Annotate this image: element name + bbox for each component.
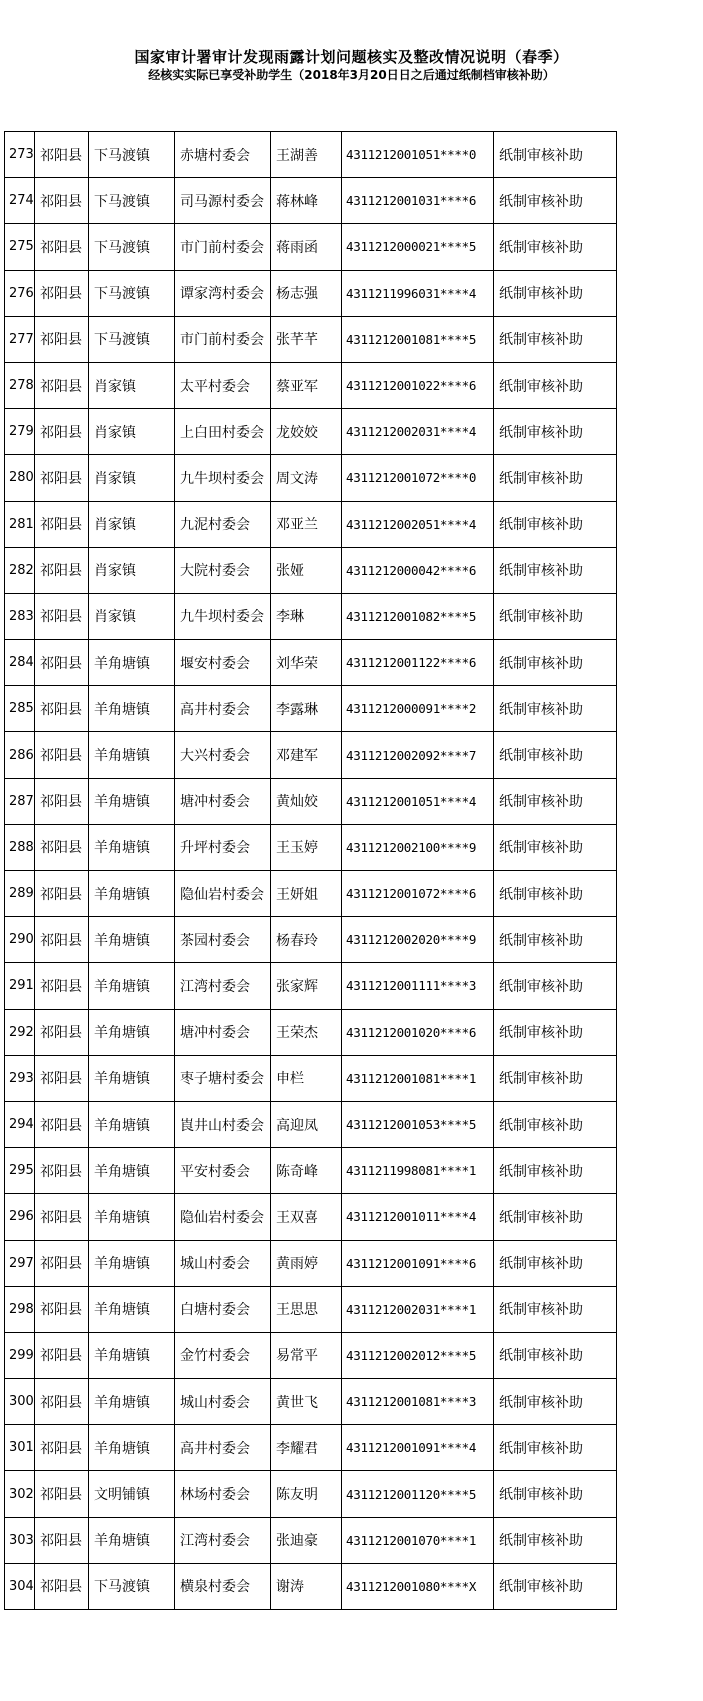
county-cell: 祁阳县 (35, 1332, 89, 1378)
village-cell: 九泥村委会 (175, 501, 271, 547)
id-number-cell: 4311212001081****3 (342, 1379, 494, 1425)
town-cell: 肖家镇 (89, 455, 175, 501)
county-cell: 祁阳县 (35, 455, 89, 501)
village-cell: 九牛坝村委会 (175, 593, 271, 639)
id-number-cell: 4311211998081****1 (342, 1148, 494, 1194)
county-cell: 祁阳县 (35, 547, 89, 593)
town-cell: 羊角塘镇 (89, 1101, 175, 1147)
document-title: 国家审计署审计发现雨露计划问题核实及整改情况说明（春季） (134, 48, 569, 66)
student-name-cell: 申栏 (271, 1055, 342, 1101)
student-name-cell: 高迎凤 (271, 1101, 342, 1147)
village-cell: 大兴村委会 (175, 732, 271, 778)
student-name-cell: 龙姣姣 (271, 409, 342, 455)
id-number-cell: 4311212001031****6 (342, 178, 494, 224)
town-cell: 羊角塘镇 (89, 963, 175, 1009)
row-number: 297 (5, 1240, 35, 1286)
student-name-cell: 陈友明 (271, 1471, 342, 1517)
town-cell: 羊角塘镇 (89, 1517, 175, 1563)
student-name-cell: 李露琳 (271, 686, 342, 732)
village-cell: 金竹村委会 (175, 1332, 271, 1378)
verification-status-cell: 纸制审核补助 (494, 178, 617, 224)
row-number: 275 (5, 224, 35, 270)
village-cell: 上白田村委会 (175, 409, 271, 455)
verification-status-cell: 纸制审核补助 (494, 1101, 617, 1147)
id-number-cell: 4311212001082****5 (342, 593, 494, 639)
verification-status-cell: 纸制审核补助 (494, 778, 617, 824)
county-cell: 祁阳县 (35, 871, 89, 917)
row-number: 292 (5, 1009, 35, 1055)
verification-status-cell: 纸制审核补助 (494, 1563, 617, 1609)
id-number-cell: 4311212001053****5 (342, 1101, 494, 1147)
town-cell: 肖家镇 (89, 501, 175, 547)
village-cell: 隐仙岩村委会 (175, 871, 271, 917)
verification-status-cell: 纸制审核补助 (494, 362, 617, 408)
row-number: 296 (5, 1194, 35, 1240)
verification-status-cell: 纸制审核补助 (494, 917, 617, 963)
verification-status-cell: 纸制审核补助 (494, 593, 617, 639)
table-row (5, 963, 617, 1009)
town-cell: 羊角塘镇 (89, 1332, 175, 1378)
row-number: 282 (5, 547, 35, 593)
table-row (5, 270, 617, 316)
student-name-cell: 蒋林峰 (271, 178, 342, 224)
town-cell: 肖家镇 (89, 362, 175, 408)
student-name-cell: 王双喜 (271, 1194, 342, 1240)
row-number: 290 (5, 917, 35, 963)
county-cell: 祁阳县 (35, 824, 89, 870)
row-number: 279 (5, 409, 35, 455)
student-name-cell: 杨春玲 (271, 917, 342, 963)
table-row (5, 224, 617, 270)
student-name-cell: 王玉婷 (271, 824, 342, 870)
verification-status-cell: 纸制审核补助 (494, 224, 617, 270)
table-row (5, 1148, 617, 1194)
id-number-cell: 4311212002031****4 (342, 409, 494, 455)
county-cell: 祁阳县 (35, 686, 89, 732)
town-cell: 羊角塘镇 (89, 871, 175, 917)
id-number-cell: 4311212002031****1 (342, 1286, 494, 1332)
row-number: 284 (5, 640, 35, 686)
row-number: 274 (5, 178, 35, 224)
id-number-cell: 4311212001080****X (342, 1563, 494, 1609)
id-number-cell: 4311212000021****5 (342, 224, 494, 270)
id-number-cell: 4311212001081****1 (342, 1055, 494, 1101)
id-number-cell: 4311212001111****3 (342, 963, 494, 1009)
document-header (0, 48, 703, 83)
village-cell: 平安村委会 (175, 1148, 271, 1194)
student-name-cell: 刘华荣 (271, 640, 342, 686)
verification-status-cell: 纸制审核补助 (494, 1517, 617, 1563)
verification-status-cell: 纸制审核补助 (494, 1332, 617, 1378)
id-number-cell: 4311212001072****6 (342, 871, 494, 917)
table-row (5, 1240, 617, 1286)
village-cell: 林场村委会 (175, 1471, 271, 1517)
village-cell: 隐仙岩村委会 (175, 1194, 271, 1240)
verification-status-cell: 纸制审核补助 (494, 501, 617, 547)
student-name-cell: 王妍姐 (271, 871, 342, 917)
row-number: 277 (5, 316, 35, 362)
town-cell: 文明铺镇 (89, 1471, 175, 1517)
county-cell: 祁阳县 (35, 1240, 89, 1286)
table-row (5, 1332, 617, 1378)
row-number: 293 (5, 1055, 35, 1101)
village-cell: 堰安村委会 (175, 640, 271, 686)
verification-status-cell: 纸制审核补助 (494, 1055, 617, 1101)
table-row (5, 1055, 617, 1101)
village-cell: 横泉村委会 (175, 1563, 271, 1609)
village-cell: 江湾村委会 (175, 963, 271, 1009)
village-cell: 白塘村委会 (175, 1286, 271, 1332)
town-cell: 下马渡镇 (89, 316, 175, 362)
student-name-cell: 黄灿姣 (271, 778, 342, 824)
village-cell: 茶园村委会 (175, 917, 271, 963)
table-row (5, 178, 617, 224)
table-row (5, 824, 617, 870)
id-number-cell: 4311212000042****6 (342, 547, 494, 593)
county-cell: 祁阳县 (35, 1379, 89, 1425)
row-number: 304 (5, 1563, 35, 1609)
town-cell: 肖家镇 (89, 593, 175, 639)
verification-status-cell: 纸制审核补助 (494, 409, 617, 455)
village-cell: 城山村委会 (175, 1240, 271, 1286)
row-number: 295 (5, 1148, 35, 1194)
student-name-cell: 蒋雨函 (271, 224, 342, 270)
town-cell: 下马渡镇 (89, 132, 175, 178)
verification-status-cell: 纸制审核补助 (494, 316, 617, 362)
student-name-cell: 陈奇峰 (271, 1148, 342, 1194)
student-name-cell: 易常平 (271, 1332, 342, 1378)
county-cell: 祁阳县 (35, 316, 89, 362)
town-cell: 羊角塘镇 (89, 824, 175, 870)
row-number: 273 (5, 132, 35, 178)
document-subtitle: 经核实实际已享受补助学生（2018年3月20日日之后通过纸制档审核补助） (148, 68, 555, 82)
table-row (5, 732, 617, 778)
county-cell: 祁阳县 (35, 270, 89, 316)
table-row (5, 593, 617, 639)
id-number-cell: 4311212002020****9 (342, 917, 494, 963)
village-cell: 高井村委会 (175, 686, 271, 732)
id-number-cell: 4311212002051****4 (342, 501, 494, 547)
table-row (5, 316, 617, 362)
student-name-cell: 周文涛 (271, 455, 342, 501)
table-row (5, 1194, 617, 1240)
student-name-cell: 蔡亚军 (271, 362, 342, 408)
town-cell: 羊角塘镇 (89, 1286, 175, 1332)
county-cell: 祁阳县 (35, 732, 89, 778)
county-cell: 祁阳县 (35, 178, 89, 224)
student-name-cell: 张芊芊 (271, 316, 342, 362)
row-number: 283 (5, 593, 35, 639)
row-number: 291 (5, 963, 35, 1009)
verification-status-cell: 纸制审核补助 (494, 1379, 617, 1425)
town-cell: 羊角塘镇 (89, 778, 175, 824)
verification-status-cell: 纸制审核补助 (494, 547, 617, 593)
village-cell: 谭家湾村委会 (175, 270, 271, 316)
county-cell: 祁阳县 (35, 1286, 89, 1332)
table-row (5, 640, 617, 686)
verification-status-cell: 纸制审核补助 (494, 824, 617, 870)
verification-status-cell: 纸制审核补助 (494, 455, 617, 501)
table-row (5, 871, 617, 917)
village-cell: 赤塘村委会 (175, 132, 271, 178)
row-number: 285 (5, 686, 35, 732)
county-cell: 祁阳县 (35, 132, 89, 178)
verification-status-cell: 纸制审核补助 (494, 1425, 617, 1471)
village-cell: 高井村委会 (175, 1425, 271, 1471)
town-cell: 羊角塘镇 (89, 640, 175, 686)
student-name-cell: 黄世飞 (271, 1379, 342, 1425)
row-number: 294 (5, 1101, 35, 1147)
county-cell: 祁阳县 (35, 1563, 89, 1609)
town-cell: 羊角塘镇 (89, 686, 175, 732)
row-number: 302 (5, 1471, 35, 1517)
town-cell: 羊角塘镇 (89, 1194, 175, 1240)
verification-status-cell: 纸制审核补助 (494, 1286, 617, 1332)
table-row (5, 501, 617, 547)
verification-status-cell: 纸制审核补助 (494, 963, 617, 1009)
county-cell: 祁阳县 (35, 1148, 89, 1194)
verification-status-cell: 纸制审核补助 (494, 132, 617, 178)
town-cell: 羊角塘镇 (89, 917, 175, 963)
row-number: 301 (5, 1425, 35, 1471)
row-number: 299 (5, 1332, 35, 1378)
table-row (5, 547, 617, 593)
county-cell: 祁阳县 (35, 1194, 89, 1240)
county-cell: 祁阳县 (35, 224, 89, 270)
student-name-cell: 邓建军 (271, 732, 342, 778)
county-cell: 祁阳县 (35, 640, 89, 686)
student-name-cell: 杨志强 (271, 270, 342, 316)
id-number-cell: 4311212001091****4 (342, 1425, 494, 1471)
student-name-cell: 王思思 (271, 1286, 342, 1332)
town-cell: 下马渡镇 (89, 224, 175, 270)
county-cell: 祁阳县 (35, 1471, 89, 1517)
id-number-cell: 4311212001051****4 (342, 778, 494, 824)
town-cell: 羊角塘镇 (89, 1379, 175, 1425)
id-number-cell: 4311212001122****6 (342, 640, 494, 686)
table-row (5, 409, 617, 455)
id-number-cell: 4311212001081****5 (342, 316, 494, 362)
row-number: 289 (5, 871, 35, 917)
verification-status-cell: 纸制审核补助 (494, 732, 617, 778)
table-row (5, 917, 617, 963)
town-cell: 下马渡镇 (89, 178, 175, 224)
row-number: 288 (5, 824, 35, 870)
student-name-cell: 张娅 (271, 547, 342, 593)
county-cell: 祁阳县 (35, 1009, 89, 1055)
row-number: 286 (5, 732, 35, 778)
student-name-cell: 王荣杰 (271, 1009, 342, 1055)
town-cell: 羊角塘镇 (89, 732, 175, 778)
village-cell: 塘冲村委会 (175, 1009, 271, 1055)
village-cell: 市门前村委会 (175, 224, 271, 270)
row-number: 278 (5, 362, 35, 408)
verification-status-cell: 纸制审核补助 (494, 871, 617, 917)
verification-status-cell: 纸制审核补助 (494, 1148, 617, 1194)
county-cell: 祁阳县 (35, 1517, 89, 1563)
county-cell: 祁阳县 (35, 593, 89, 639)
town-cell: 羊角塘镇 (89, 1009, 175, 1055)
row-number: 298 (5, 1286, 35, 1332)
table-row (5, 1101, 617, 1147)
county-cell: 祁阳县 (35, 1055, 89, 1101)
row-number: 281 (5, 501, 35, 547)
table-body (5, 132, 617, 1610)
student-name-cell: 张家辉 (271, 963, 342, 1009)
village-cell: 司马源村委会 (175, 178, 271, 224)
village-cell: 太平村委会 (175, 362, 271, 408)
village-cell: 升坪村委会 (175, 824, 271, 870)
county-cell: 祁阳县 (35, 917, 89, 963)
table-row (5, 362, 617, 408)
student-name-cell: 王湖善 (271, 132, 342, 178)
town-cell: 肖家镇 (89, 409, 175, 455)
student-name-cell: 黄雨婷 (271, 1240, 342, 1286)
table-row (5, 132, 617, 178)
id-number-cell: 4311212002100****9 (342, 824, 494, 870)
verification-status-cell: 纸制审核补助 (494, 1240, 617, 1286)
county-cell: 祁阳县 (35, 409, 89, 455)
table-row (5, 1471, 617, 1517)
town-cell: 肖家镇 (89, 547, 175, 593)
row-number: 300 (5, 1379, 35, 1425)
student-name-cell: 邓亚兰 (271, 501, 342, 547)
verification-status-cell: 纸制审核补助 (494, 1009, 617, 1055)
town-cell: 羊角塘镇 (89, 1425, 175, 1471)
student-name-cell: 李琳 (271, 593, 342, 639)
village-cell: 城山村委会 (175, 1379, 271, 1425)
verification-status-cell: 纸制审核补助 (494, 640, 617, 686)
town-cell: 下马渡镇 (89, 270, 175, 316)
id-number-cell: 4311212000091****2 (342, 686, 494, 732)
table-row (5, 1009, 617, 1055)
village-cell: 大院村委会 (175, 547, 271, 593)
table-row (5, 1563, 617, 1609)
county-cell: 祁阳县 (35, 1425, 89, 1471)
student-table (4, 131, 617, 1610)
table-row (5, 455, 617, 501)
table-row (5, 1286, 617, 1332)
row-number: 303 (5, 1517, 35, 1563)
table-row (5, 686, 617, 732)
county-cell: 祁阳县 (35, 963, 89, 1009)
student-name-cell: 谢涛 (271, 1563, 342, 1609)
town-cell: 羊角塘镇 (89, 1148, 175, 1194)
verification-status-cell: 纸制审核补助 (494, 1194, 617, 1240)
row-number: 287 (5, 778, 35, 824)
id-number-cell: 4311212001072****0 (342, 455, 494, 501)
county-cell: 祁阳县 (35, 362, 89, 408)
student-name-cell: 李耀君 (271, 1425, 342, 1471)
village-cell: 九牛坝村委会 (175, 455, 271, 501)
town-cell: 下马渡镇 (89, 1563, 175, 1609)
village-cell: 塘冲村委会 (175, 778, 271, 824)
village-cell: 市门前村委会 (175, 316, 271, 362)
town-cell: 羊角塘镇 (89, 1055, 175, 1101)
id-number-cell: 4311212001051****0 (342, 132, 494, 178)
town-cell: 羊角塘镇 (89, 1240, 175, 1286)
village-cell: 崀井山村委会 (175, 1101, 271, 1147)
student-name-cell: 张迪豪 (271, 1517, 342, 1563)
village-cell: 枣子塘村委会 (175, 1055, 271, 1101)
row-number: 276 (5, 270, 35, 316)
village-cell: 江湾村委会 (175, 1517, 271, 1563)
verification-status-cell: 纸制审核补助 (494, 270, 617, 316)
county-cell: 祁阳县 (35, 501, 89, 547)
verification-status-cell: 纸制审核补助 (494, 1471, 617, 1517)
table-row (5, 1379, 617, 1425)
id-number-cell: 4311212001020****6 (342, 1009, 494, 1055)
id-number-cell: 4311212002092****7 (342, 732, 494, 778)
row-number: 280 (5, 455, 35, 501)
id-number-cell: 4311212001022****6 (342, 362, 494, 408)
county-cell: 祁阳县 (35, 778, 89, 824)
id-number-cell: 4311212001011****4 (342, 1194, 494, 1240)
id-number-cell: 4311212001091****6 (342, 1240, 494, 1286)
table-row (5, 1517, 617, 1563)
table-row (5, 778, 617, 824)
table-row (5, 1425, 617, 1471)
id-number-cell: 4311211996031****4 (342, 270, 494, 316)
verification-status-cell: 纸制审核补助 (494, 686, 617, 732)
county-cell: 祁阳县 (35, 1101, 89, 1147)
id-number-cell: 4311212001120****5 (342, 1471, 494, 1517)
id-number-cell: 4311212001070****1 (342, 1517, 494, 1563)
id-number-cell: 4311212002012****5 (342, 1332, 494, 1378)
